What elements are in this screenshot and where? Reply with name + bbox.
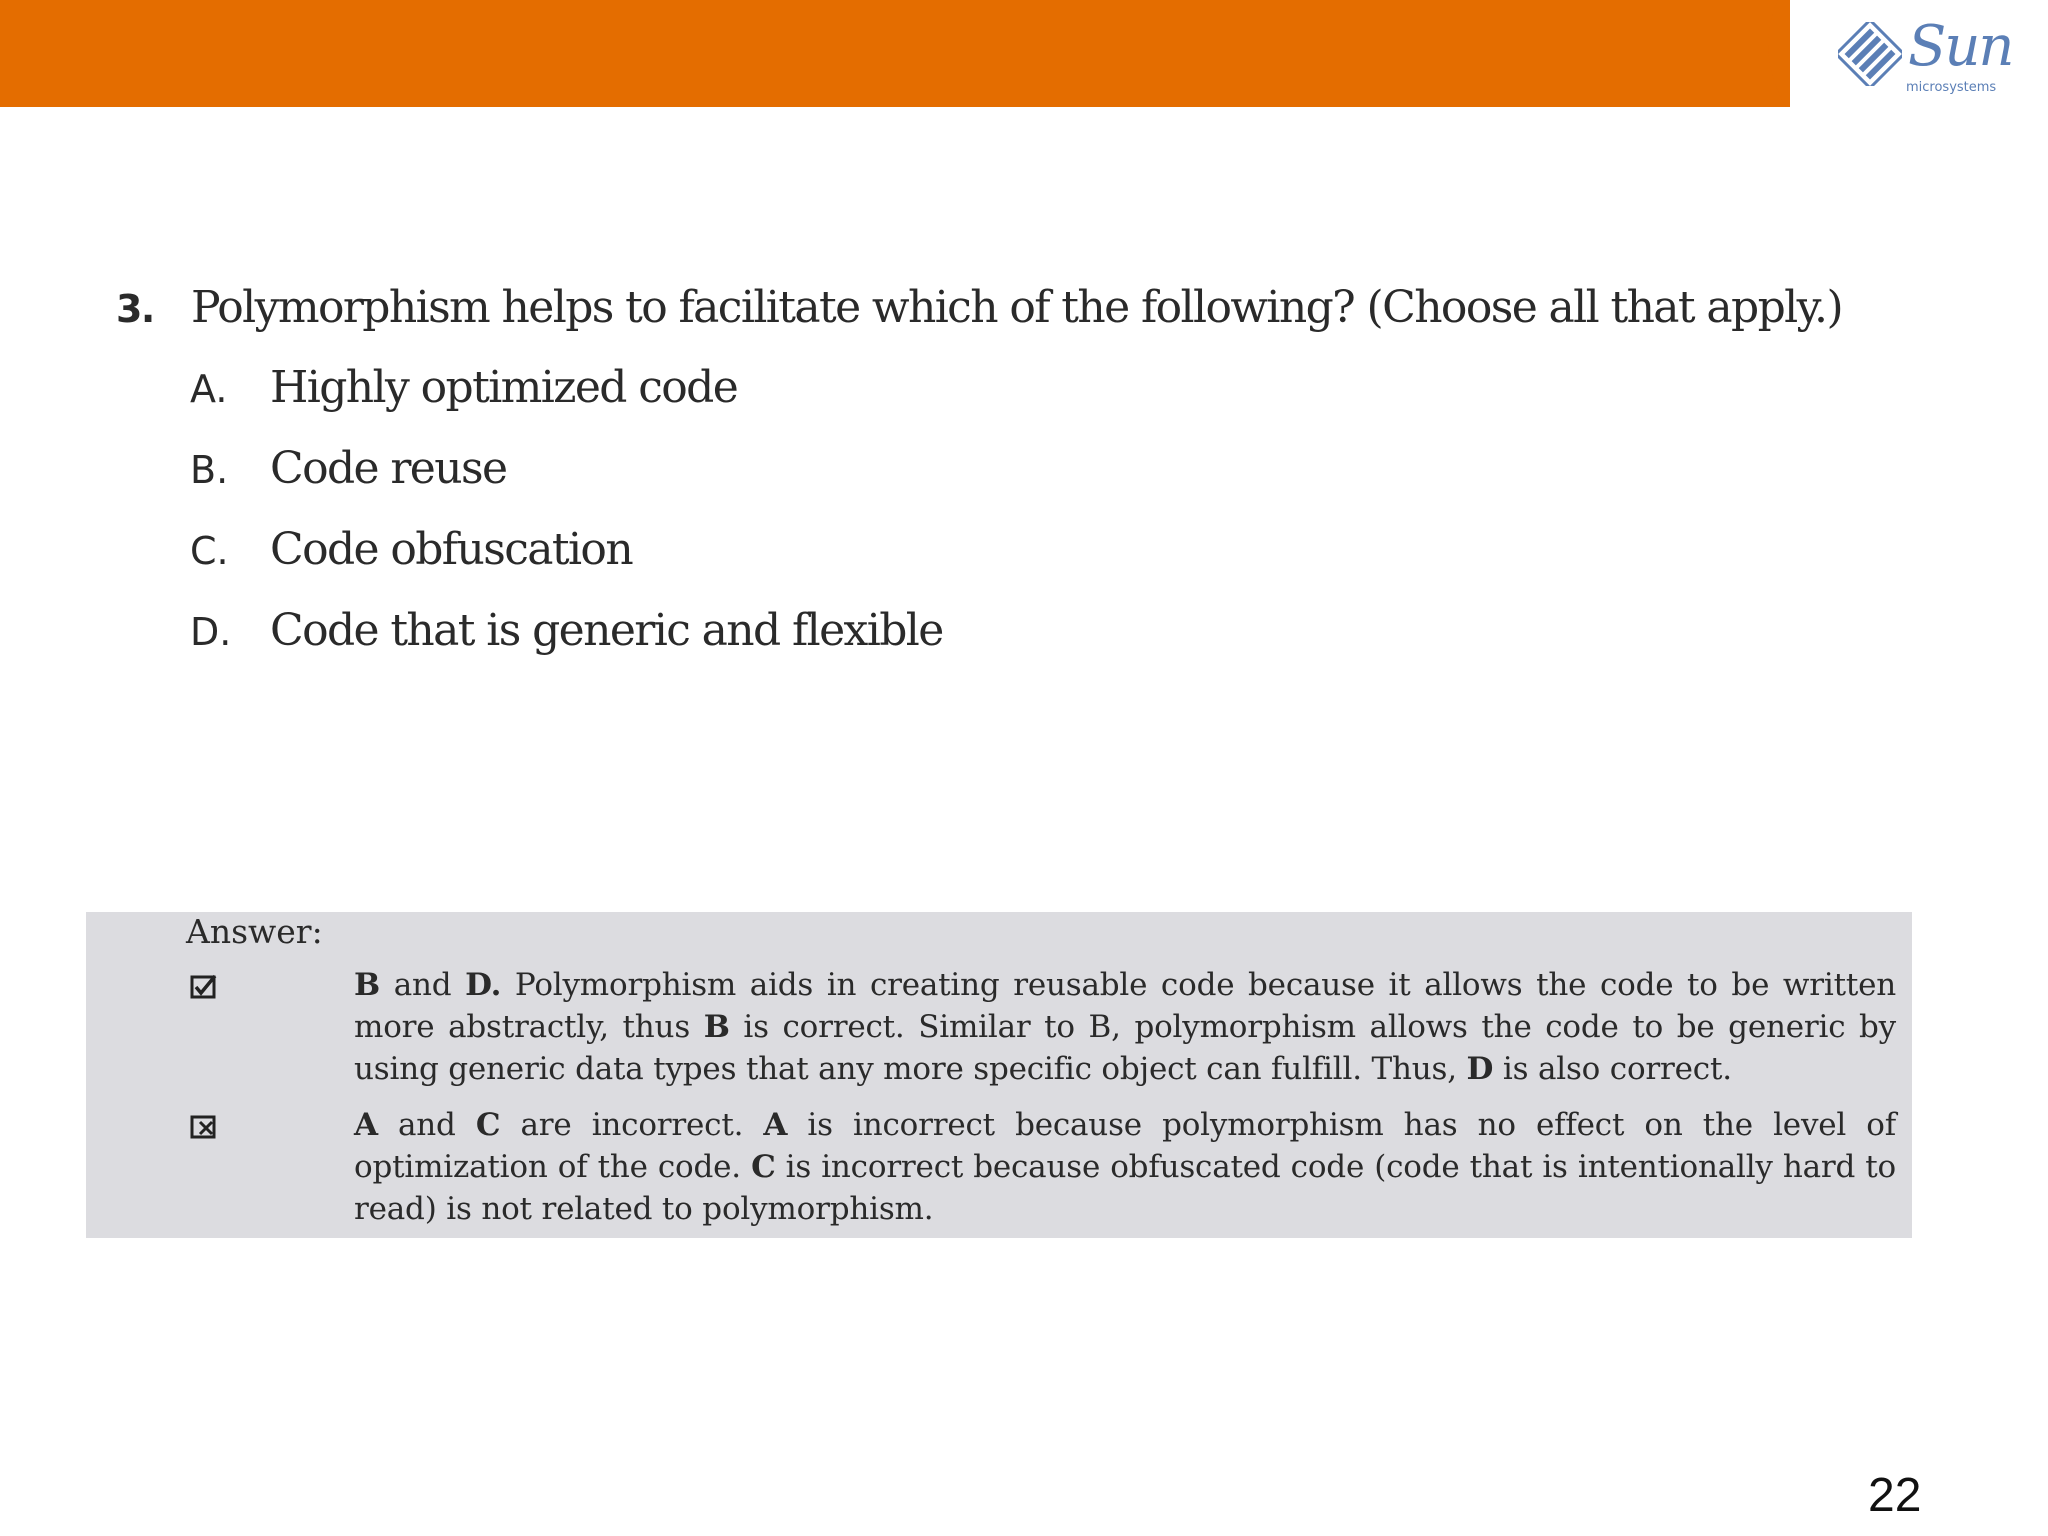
answer-text-run: and [380,967,466,1003]
option-letter: C. [190,529,229,573]
answer-letter: A [763,1107,788,1143]
answer-text-run: is incorrect because polymorphism has no effect on the level of optimization of the code. [354,1107,1897,1185]
answer-label: Answer: [186,912,323,951]
answer-letter: C [751,1149,776,1185]
correct-answer-text [354,964,1896,1090]
option-d [190,605,943,686]
answer-box [86,912,1912,1238]
logo-subtitle: microsystems [1906,80,1997,95]
sun-logo-icon [1838,22,1902,86]
answer-text-run: are incorrect. [500,1107,764,1143]
option-text: Code reuse [270,443,507,494]
incorrect-answer-text [354,1104,1896,1230]
answer-text-run: Polymorphism aids in creating reusable code because it allows the code to be written more abstractly, thus [354,967,1896,1045]
question-number: 3. [116,287,154,331]
question-text: Polymorphism helps to facilitate which of the following? (Choose all that apply.) [191,282,1843,333]
option-letter: D. [190,610,232,654]
option-letter: A. [190,367,228,411]
header-band [0,0,1790,107]
option-a [190,362,943,443]
answer-text-run: is incorrect because obfuscated code (code that is intentionally hard to read) is not related to polymorphism. [354,1149,1896,1227]
option-text: Code that is generic and flexible [270,605,943,656]
question-stem [116,282,1842,333]
sun-microsystems-logo [1838,14,2018,100]
answer-letter: B [703,1009,730,1045]
answer-text-run: is correct. Similar to B, polymorphism allows the code to be generic by using generic data types that any more specific object can fulfill. Thus, [354,1009,1896,1087]
crossed-box-icon [190,1114,218,1140]
checked-box-icon [190,974,218,1000]
answer-letter: D. [465,967,502,1003]
option-text: Code obfuscation [270,524,633,575]
answer-letter: B [354,967,381,1003]
option-c [190,524,943,605]
option-list [190,362,943,686]
page-number: 22 [1868,1469,1922,1522]
answer-letter: C [475,1107,501,1143]
option-letter: B. [190,448,229,492]
answer-letter: D [1466,1051,1494,1087]
option-text: Highly optimized code [270,362,738,413]
option-b [190,443,943,524]
answer-letter: A [354,1107,378,1143]
logo-wordmark: Sun [1908,14,2013,79]
header-band-curve [1760,0,1820,107]
answer-text-run: and [377,1107,476,1143]
answer-text-run: is also correct. [1493,1051,1732,1087]
